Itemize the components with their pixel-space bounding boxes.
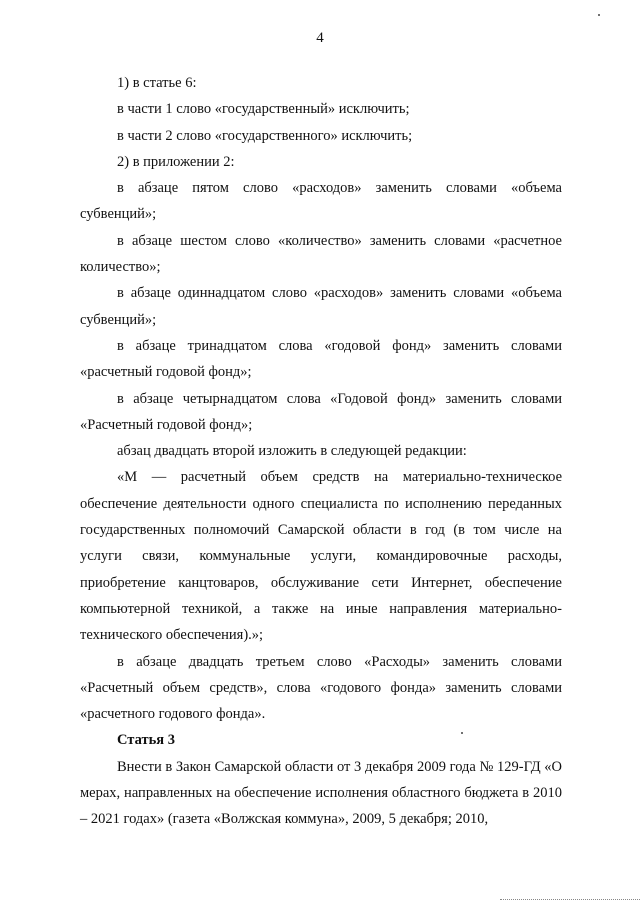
document-body: [80, 70, 562, 833]
paragraph-item: в части 1 слово «государственный» исключить;: [117, 101, 410, 118]
paragraph-item: 2) в приложении 2:: [117, 153, 235, 170]
paragraph-item: в абзаце двадцать третьем слово «Расходы» заменить словами «Расчетный объем средств», слова «годового фонда» заменить словами «расчетного годового фонда».: [80, 653, 562, 723]
scan-edge-line: [500, 899, 640, 900]
paragraph-item: в абзаце одиннадцатом слово «расходов» заменить словами «объема субвенций»;: [80, 285, 562, 328]
article-paragraph: Внести в Закон Самарской области от 3 декабря 2009 года № 129-ГД «О мерах, направленных на обеспечение исполнения областного бюджета в 2010 – 2021 годах» (газета «Волжская коммуна», 2009, 5 декабря; 2010,: [80, 758, 562, 828]
scan-speck: [461, 732, 463, 734]
paragraph-item: в абзаце четырнадцатом слова «Годовой фонд» заменить словами «Расчетный годовой фонд»;: [80, 390, 562, 433]
scan-speck: [598, 14, 600, 16]
paragraph-item: в части 2 слово «государственного» исключить;: [117, 127, 413, 144]
paragraph-item: в абзаце тринадцатом слова «годовой фонд» заменить словами «расчетный годовой фонд»;: [80, 337, 562, 381]
article-heading: Статья 3: [117, 732, 175, 749]
paragraph-item: абзац двадцать второй изложить в следующей редакции:: [117, 443, 467, 460]
quoted-definition-paragraph: «М — расчетный объем средств на материально-техническое обеспечение деятельности одного специалиста по исполнению переданных государственных полномочий Самарской области в год (в том числе на услуги связи, коммунальные услуги, командировочные расходы, приобретение канцтоваров, обслуживание сети Интернет, обеспечение компьютерной техникой, а также на иные направления материально-технического обеспечения).»;: [80, 469, 562, 644]
paragraph-item: в абзаце шестом слово «количество» заменить словами «расчетное количество»;: [80, 232, 562, 276]
paragraph-item: 1) в статье 6:: [117, 75, 197, 91]
paragraph-item: в абзаце пятом слово «расходов» заменить словами «объема субвенций»;: [80, 180, 562, 223]
page-number: 4: [316, 30, 324, 46]
